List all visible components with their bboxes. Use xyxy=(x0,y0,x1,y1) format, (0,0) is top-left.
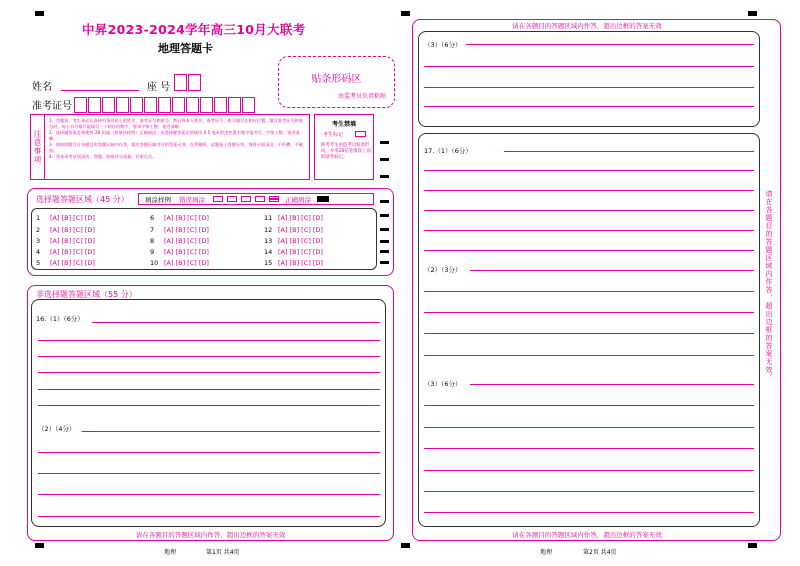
q17-1-label: 17.（1）（6分） xyxy=(424,147,472,155)
answer-line[interactable] xyxy=(504,151,754,152)
answer-line[interactable] xyxy=(38,389,380,390)
answer-options[interactable]: [A] [B] [C] [D] xyxy=(50,259,95,267)
choice-item[interactable] xyxy=(264,259,323,267)
timing-mark xyxy=(380,175,389,178)
q17-answer-box xyxy=(418,133,760,527)
fill-legend xyxy=(138,193,374,205)
answer-line[interactable] xyxy=(424,250,754,251)
answer-options[interactable]: [A] [B] [C] [D] xyxy=(164,226,209,234)
footer-right-subject: 地理 xyxy=(540,549,553,556)
ticket-label: 准考证号 xyxy=(32,101,72,112)
answer-line[interactable] xyxy=(424,106,754,107)
answer-options[interactable]: [A] [B] [C] [D] xyxy=(50,237,95,245)
answer-line[interactable] xyxy=(38,372,380,373)
answer-line[interactable] xyxy=(38,494,380,495)
wrong-fill-samples xyxy=(213,196,279,202)
right-bottom-warning: 请在各题目的答题区域内作答，超出边框的答案无效 xyxy=(512,531,662,539)
question-number: 3 xyxy=(36,237,41,245)
answer-options[interactable]: [A] [B] [C] [D] xyxy=(164,259,209,267)
answer-line[interactable] xyxy=(424,512,754,513)
answer-line[interactable] xyxy=(92,322,380,323)
answer-line[interactable] xyxy=(424,291,754,292)
answer-line[interactable] xyxy=(424,66,754,67)
question-number: 12 xyxy=(264,226,273,234)
footer-left-page: 第1页 共4页 xyxy=(206,549,240,556)
registration-mark xyxy=(748,543,757,548)
notice-item: 3．请按照题号在各题目的答题区域内作答，超出答题区域书写的答案无效；在草稿纸、试题卷上答题无效，保持卡面清洁，不折叠、不破损。 xyxy=(49,142,303,153)
registration-mark xyxy=(401,11,410,16)
answer-line[interactable] xyxy=(424,491,754,492)
answer-line[interactable] xyxy=(424,210,754,211)
answer-line[interactable] xyxy=(38,452,380,453)
answer-options[interactable]: [A] [B] [C] [D] xyxy=(278,226,323,234)
answer-line[interactable] xyxy=(38,405,380,406)
answer-line[interactable] xyxy=(424,190,754,191)
answer-line[interactable] xyxy=(424,230,754,231)
answer-line[interactable] xyxy=(424,448,754,449)
notice-text xyxy=(49,118,307,160)
answer-line[interactable] xyxy=(424,333,754,334)
absent-box xyxy=(314,114,374,180)
answer-line[interactable] xyxy=(424,470,754,471)
answer-options[interactable]: [A] [B] [C] [D] xyxy=(278,248,323,256)
choice-item[interactable] xyxy=(150,259,209,267)
legend-label: 填涂样例 xyxy=(145,195,171,204)
q3-label: （3）（6分） xyxy=(424,41,462,49)
left-bottom-warning: 请在各题目的答题区域内作答，超出边框的答案无效 xyxy=(135,531,286,539)
answer-line[interactable] xyxy=(424,312,754,313)
choice-item[interactable] xyxy=(150,237,209,245)
answer-line[interactable] xyxy=(38,340,380,341)
notice-item: 1．答题前，考生务必认真核对条形码上的姓名、准考证号和座号，然后将本人姓名、准考证号、座号填写在相应位置，填写准考证号和座号时，每个书写框只能填写一个阿拉伯数字，要求字体工整、笔迹清晰。 xyxy=(49,118,303,129)
answer-options[interactable]: [A] [B] [C] [D] xyxy=(50,248,95,256)
choice-item[interactable] xyxy=(150,248,209,256)
answer-line[interactable] xyxy=(82,431,380,432)
absent-mark-label: 考生标记 xyxy=(323,132,344,138)
right-top-warning: 请在各题目的答题区域内作答，超出边框的答案无效 xyxy=(512,22,662,30)
card-title: 地理答题卡 xyxy=(158,42,213,55)
notice-label: 注意事项 xyxy=(31,115,45,179)
registration-mark xyxy=(35,11,44,16)
exam-title: 中昇2023-2024学年高三10月大联考 xyxy=(82,22,306,37)
barcode-title: 贴条形码区 xyxy=(311,74,362,85)
question-number: 1 xyxy=(36,214,41,222)
answer-line[interactable] xyxy=(470,384,754,385)
correct-fill-label: 正确填涂 xyxy=(285,195,311,204)
answer-line[interactable] xyxy=(424,170,754,171)
name-line[interactable] xyxy=(61,90,139,91)
answer-options[interactable]: [A] [B] [C] [D] xyxy=(50,226,95,234)
answer-options[interactable]: [A] [B] [C] [D] xyxy=(278,259,323,267)
choice-item[interactable] xyxy=(264,214,323,222)
q16-2-label: （2）（4分） xyxy=(38,425,76,433)
answer-options[interactable]: [A] [B] [C] [D] xyxy=(50,214,95,222)
q3-answer-box xyxy=(418,31,760,127)
nonchoice-section-title: 非选择题答题区域（55 分） xyxy=(36,290,137,299)
answer-options[interactable]: [A] [B] [C] [D] xyxy=(164,248,209,256)
registration-mark xyxy=(748,11,757,16)
answer-line[interactable] xyxy=(424,427,754,428)
timing-mark xyxy=(380,158,389,161)
q16-1-label: 16.（1）（6分） xyxy=(36,315,84,323)
absent-note: 缺考考生由监考员贴条形码，并用2B铅笔填涂上面的缺考标记。 xyxy=(321,143,371,160)
choice-item[interactable] xyxy=(36,248,95,256)
question-number: 10 xyxy=(150,259,159,267)
choice-item[interactable] xyxy=(264,226,323,234)
notice-item: 2．选择题答案必须使用 2B 铅笔（按填涂样例）正确填涂；非选择题答案必须使用 0.5 毫米的黑色墨水签字笔书写，字体工整、笔迹清晰。 xyxy=(49,130,300,141)
question-number: 13 xyxy=(264,237,273,245)
answer-options[interactable]: [A] [B] [C] [D] xyxy=(164,214,209,222)
choice-item[interactable] xyxy=(264,237,323,245)
name-label: 姓名 xyxy=(32,82,52,93)
choice-item[interactable] xyxy=(36,259,95,267)
footer-right-page: 第2页 共4页 xyxy=(583,549,617,556)
absent-title: 考生禁填 xyxy=(331,121,356,128)
absent-mark-box[interactable] xyxy=(355,131,366,137)
answer-options[interactable]: [A] [B] [C] [D] xyxy=(164,237,209,245)
answer-options[interactable]: [A] [B] [C] [D] xyxy=(278,214,323,222)
choice-item[interactable] xyxy=(264,248,323,256)
barcode-note: 由监考员负责粘贴 xyxy=(337,93,386,100)
question-number: 6 xyxy=(150,214,155,222)
footer-left-subject: 地理 xyxy=(164,549,177,556)
notice-item: 4．答本场考试须清洁、答题，影响评分质量，后果自负。 xyxy=(49,154,157,159)
nonchoice-answer-box xyxy=(31,299,386,527)
registration-mark xyxy=(401,543,410,548)
question-number: 7 xyxy=(150,226,155,234)
choice-item[interactable] xyxy=(36,214,95,222)
q17-2-label: （2）（3分） xyxy=(424,266,462,274)
choice-item[interactable] xyxy=(150,214,209,222)
ticket-boxes[interactable] xyxy=(74,94,256,113)
question-number: 11 xyxy=(264,214,273,222)
answer-options[interactable]: [A] [B] [C] [D] xyxy=(278,237,323,245)
wrong-fill-label: 错误填涂 xyxy=(179,195,205,204)
answer-line[interactable] xyxy=(424,87,754,88)
notice-box xyxy=(30,114,310,180)
barcode-area xyxy=(278,56,395,108)
answer-line[interactable] xyxy=(38,473,380,474)
seat-label: 座 号 xyxy=(147,82,171,93)
registration-mark xyxy=(35,543,44,548)
choice-item[interactable] xyxy=(36,226,95,234)
question-number: 8 xyxy=(150,237,155,245)
seat-boxes[interactable] xyxy=(174,72,202,91)
answer-line[interactable] xyxy=(470,270,754,271)
choice-section-title: 选择题答题区域（45 分） xyxy=(36,195,129,204)
question-number: 15 xyxy=(264,259,273,267)
choice-item[interactable] xyxy=(150,226,209,234)
answer-line[interactable] xyxy=(424,355,754,356)
question-number: 2 xyxy=(36,226,41,234)
answer-line[interactable] xyxy=(38,356,380,357)
correct-fill-sample xyxy=(317,196,329,202)
question-number: 4 xyxy=(36,248,41,256)
question-number: 5 xyxy=(36,259,41,267)
answer-line[interactable] xyxy=(424,405,754,406)
timing-mark xyxy=(380,141,389,144)
q17-3-label: （3）（6分） xyxy=(424,380,462,388)
answer-line[interactable] xyxy=(466,44,754,45)
choice-item[interactable] xyxy=(36,237,95,245)
right-side-warning: 请在各题目的答题区域内作答，超出边框的答案无效。 xyxy=(765,190,773,382)
question-number: 14 xyxy=(264,248,273,256)
question-number: 9 xyxy=(150,248,155,256)
answer-line[interactable] xyxy=(38,516,380,517)
